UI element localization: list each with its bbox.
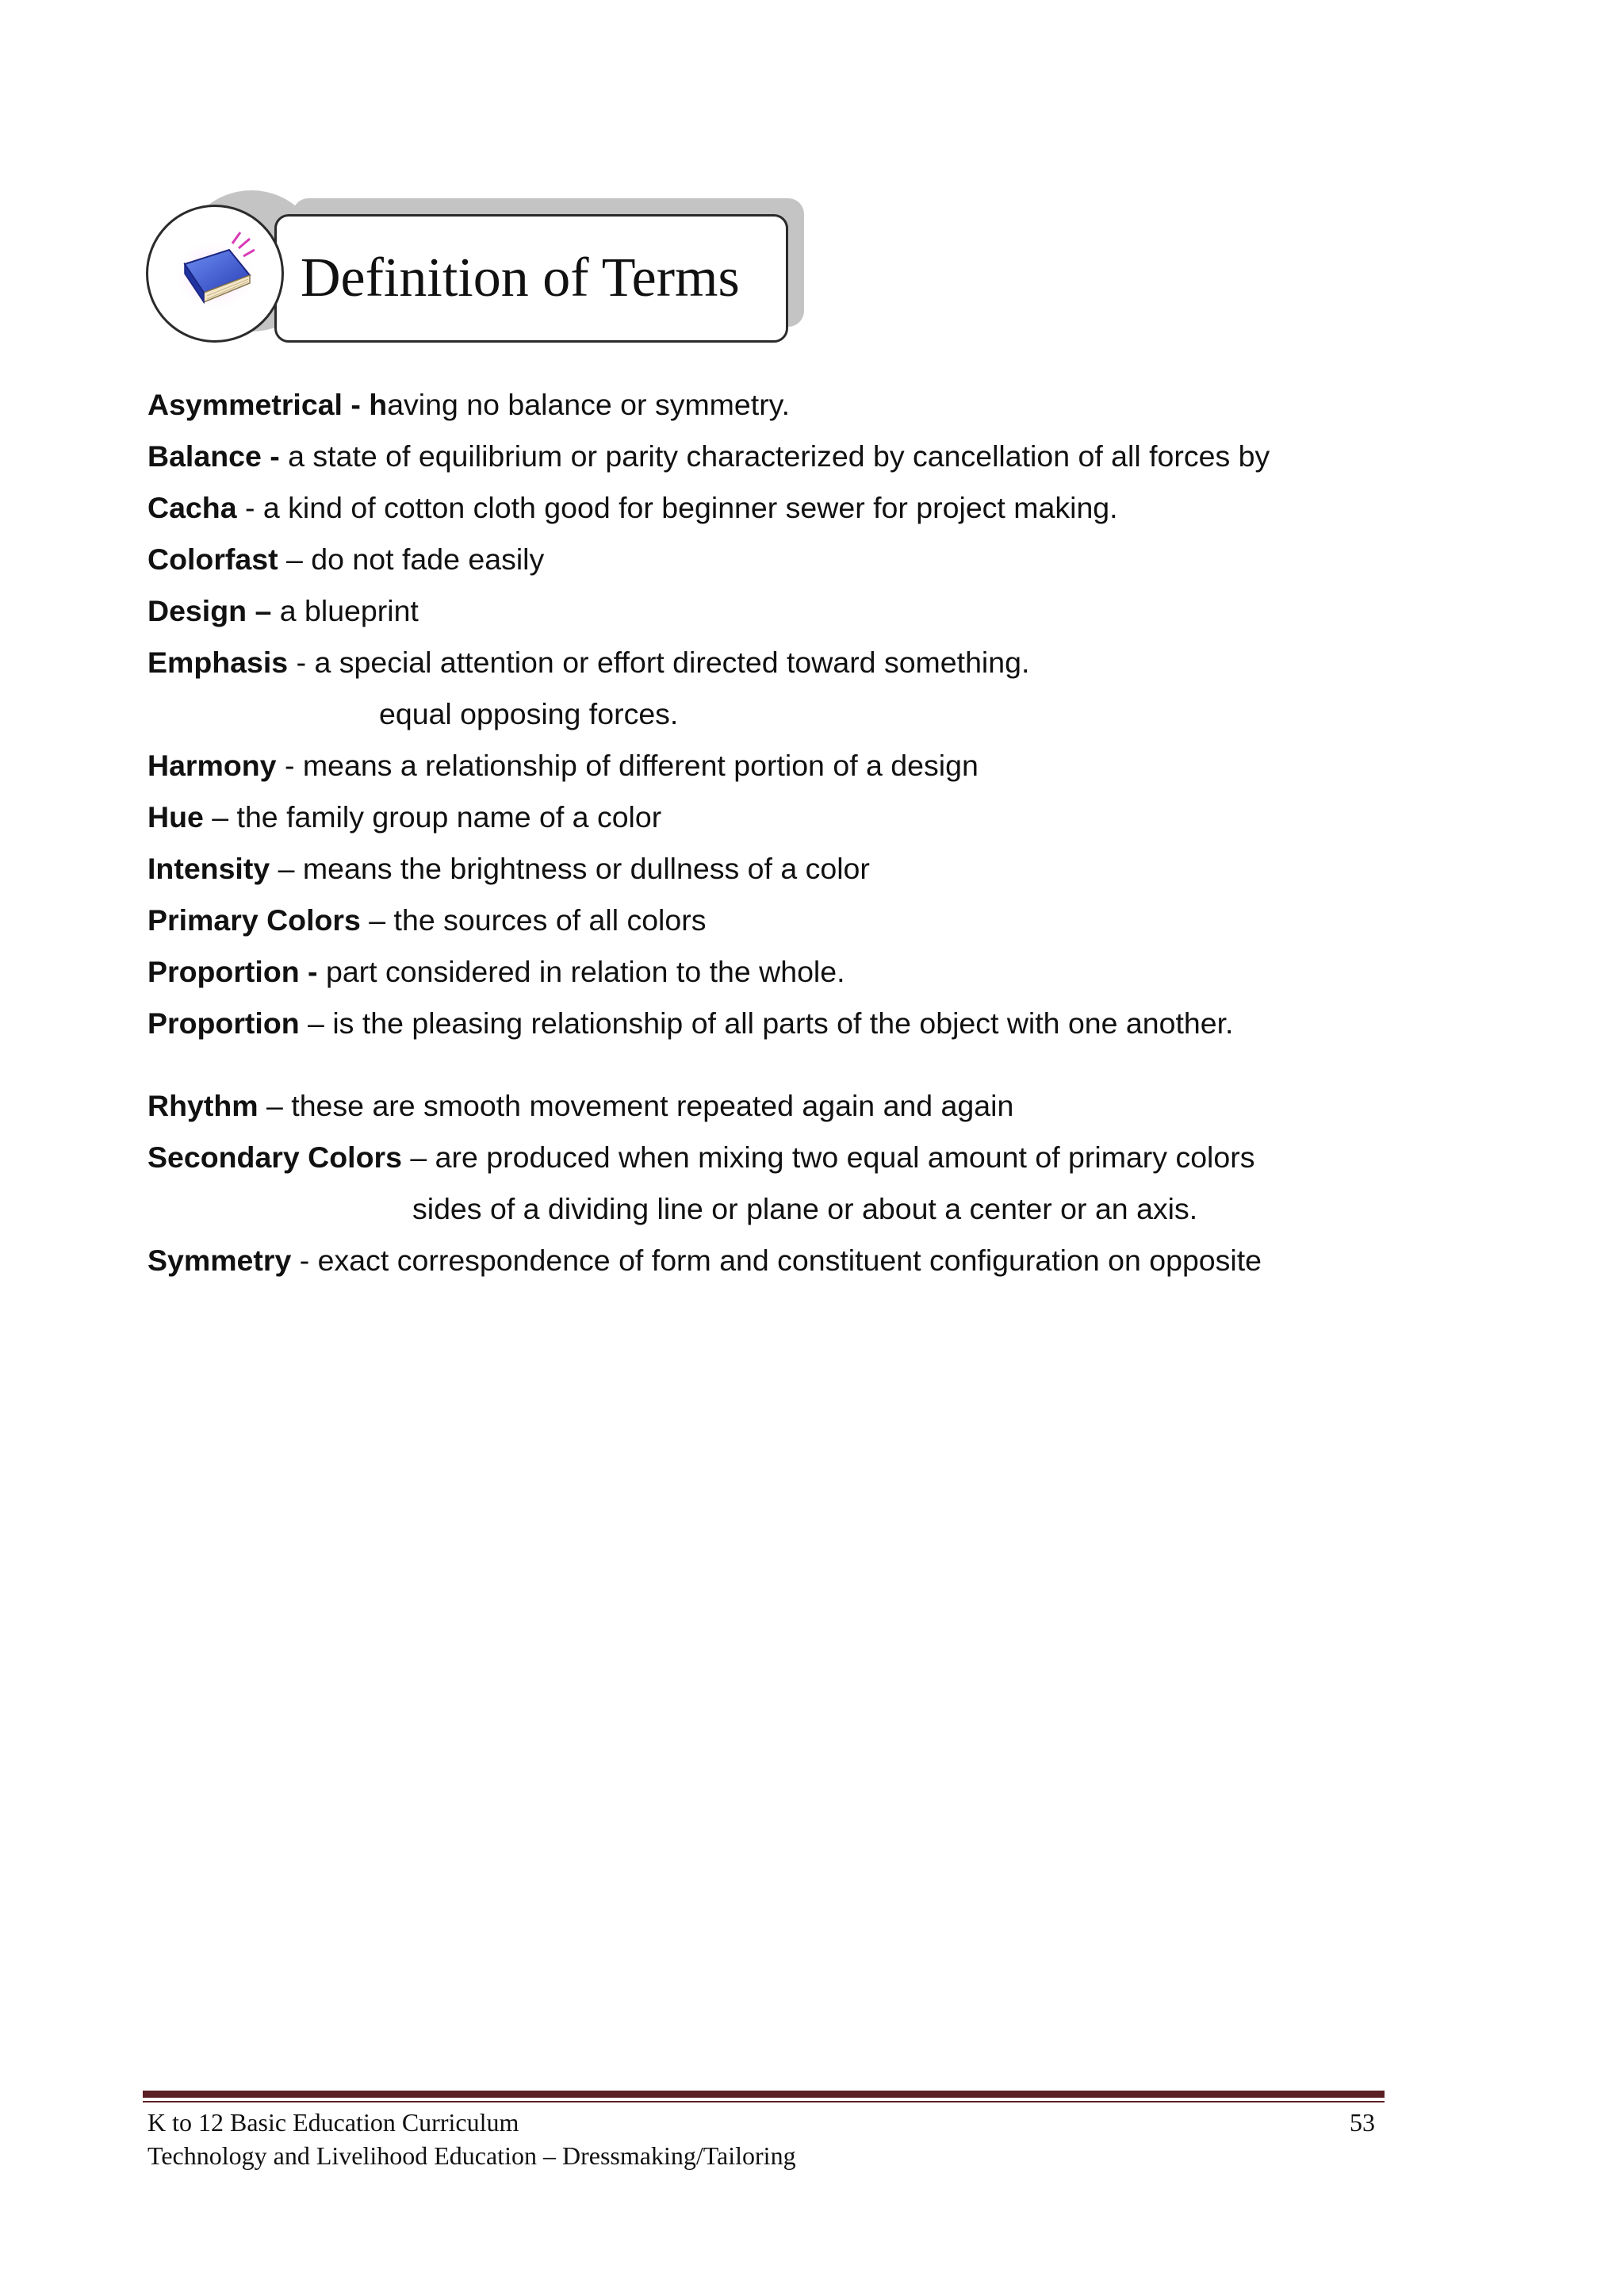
term-line (147, 1004, 1233, 1042)
footer-rule-thin (143, 2101, 1385, 2102)
term-name: Colorfast (147, 542, 278, 576)
term-line (147, 437, 1270, 475)
term-name: Proportion - (147, 955, 326, 988)
term-name: Rhythm (147, 1089, 259, 1122)
term-line (147, 489, 1118, 527)
term-line (147, 540, 544, 578)
term-definition: – the sources of all colors (360, 903, 707, 937)
header-icon-circle (146, 205, 284, 343)
term-name: Proportion (147, 1006, 300, 1040)
term-definition: – are produced when mixing two equal amount of primary colors (401, 1140, 1255, 1174)
term-name: Balance - (147, 439, 289, 473)
footer-rule (143, 2091, 1385, 2098)
term-name: Intensity (147, 852, 270, 885)
term-definition: – is the pleasing relationship of all parts of the object with one another. (299, 1006, 1234, 1040)
term-definition: equal opposing forces. (379, 697, 679, 730)
footer-subject: Technology and Livelihood Education – Dressmaking/Tailoring (147, 2141, 796, 2170)
section-header (146, 190, 804, 349)
term-definition: part considered in relation to the whole. (325, 955, 845, 988)
term-name: Hue (147, 800, 204, 834)
term-line (147, 798, 661, 836)
term-definition: a blueprint (271, 594, 419, 627)
term-name: Harmony (147, 749, 277, 782)
term-definition: a state of equilibrium or parity characterized by cancellation of all forces by (288, 439, 1270, 473)
book-icon (167, 226, 262, 321)
term-definition: - a kind of cotton cloth good for beginner sewer for project making. (236, 491, 1118, 524)
term-definition: – means the brightness or dullness of a color (270, 852, 870, 885)
term-line (147, 385, 790, 424)
term-line (147, 1138, 1254, 1176)
page-title: Definition of Terms (301, 247, 740, 309)
term-line (147, 746, 979, 784)
term-name: Symmetry (147, 1244, 292, 1277)
term-name: Primary Colors (147, 903, 361, 937)
term-definition: - a special attention or effort directed toward something. (288, 646, 1030, 679)
term-definition: aving no balance or symmetry. (387, 388, 791, 421)
footer-curriculum: K to 12 Basic Education Curriculum (147, 2108, 519, 2137)
term-definition: - means a relationship of different portion of a design (276, 749, 979, 782)
continuation-line (412, 1190, 1197, 1228)
term-definition: – the family group name of a color (203, 800, 662, 834)
continuation-line (379, 695, 678, 733)
term-name: Secondary Colors (147, 1140, 402, 1174)
term-definition: – do not fade easily (278, 542, 545, 576)
term-line (147, 1087, 1013, 1125)
term-line (147, 901, 707, 939)
title-box (274, 214, 788, 343)
term-definition: sides of a dividing line or plane or about a center or an axis. (412, 1192, 1198, 1225)
term-name: Design – (147, 594, 272, 627)
term-definition: – these are smooth movement repeated again and again (258, 1089, 1014, 1122)
term-line (147, 849, 870, 887)
page-number: 53 (1350, 2108, 1375, 2137)
term-name: Asymmetrical - h (147, 388, 388, 421)
term-definition: - exact correspondence of form and constituent configuration on opposite (291, 1244, 1262, 1277)
term-line (147, 643, 1029, 681)
term-line (147, 1241, 1262, 1279)
term-line (147, 592, 419, 630)
term-line (147, 953, 845, 991)
term-name: Emphasis (147, 646, 289, 679)
term-name: Cacha (147, 491, 237, 524)
